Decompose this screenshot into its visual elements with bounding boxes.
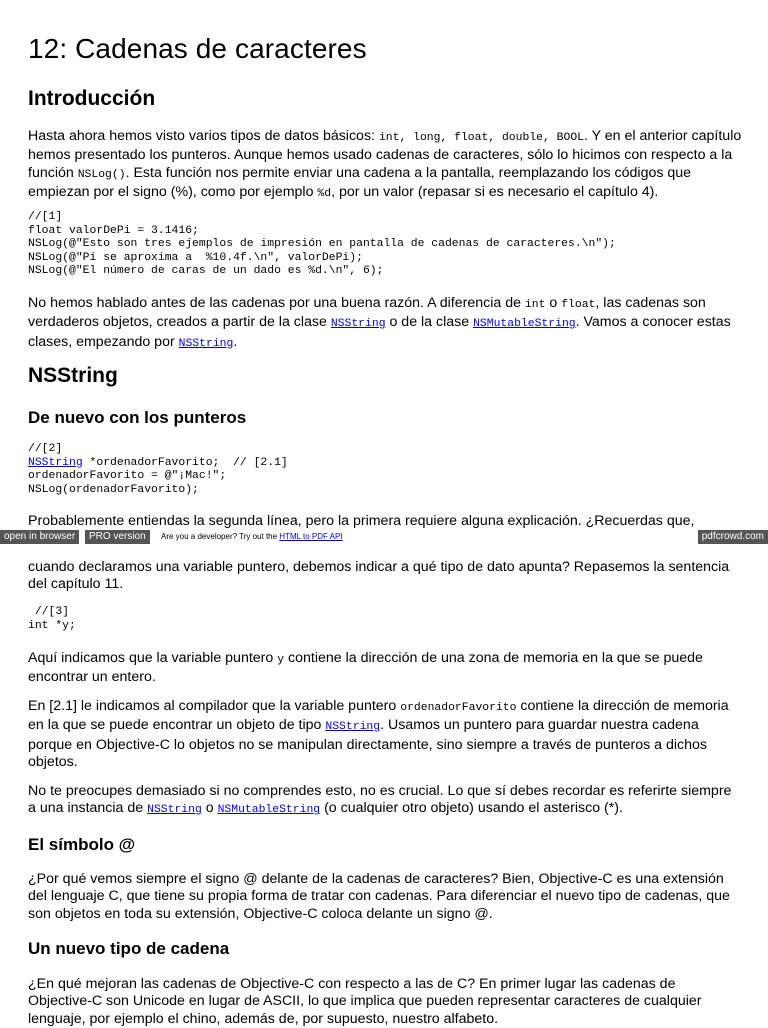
section-heading-introduccion: Introducción: [28, 87, 156, 110]
nsmutablestring-link[interactable]: NSMutableString: [217, 804, 321, 817]
code-block-1: //[1] float valorDePi = 3.1416; NSLog(@"Esto son tres ejemplos de impresión en pantalla de cadenas de caracteres.\n"); NSLog(@"Pi se aproxima a %10.4f.\n", valorDePi); NSLog(@"El número de caras de un dado es %d.\n", 6);: [28, 211, 616, 277]
pdfcrowd-brand-link[interactable]: pdfcrowd.com: [698, 530, 768, 544]
nsmutablestring-link[interactable]: NSMutableString: [473, 318, 576, 331]
section-heading-nsstring: NSString: [28, 364, 118, 387]
open-in-browser-button[interactable]: open in browser: [0, 530, 79, 544]
paragraph-declaramos: cuando declaramos una variable puntero, debemos indicar a qué tipo de dato apunta? Repasemos la sentencia del capítulo 11.: [28, 559, 730, 593]
paragraph-intro: Hasta ahora hemos visto varios tipos de datos básicos: int, long, float, double, BOOL. Y en el anterior capítulo hemos presentado los punteros. Aunque hemos usado cadenas de caracteres, sólo lo hicimos con respecto a la función NSLog(). Esta función nos permite enviar una cadena a la pantalla, reemplazando los códigos que empiezan por el signo (%), como por ejemplo %d, por un valor (repasar si es necesario el capítulo 4).: [28, 128, 742, 201]
paragraph-variable-puntero: Aquí indicamos que la variable puntero y contiene la dirección de una zona de memoria en la que se puede encontrar un entero.: [28, 650, 703, 686]
pdf-toolbar: [0, 530, 768, 544]
code-block-2: //[2] NSString *ordenadorFavorito; // [2.1] ordenadorFavorito = @"¡Mac!"; NSLog(ordenadorFavorito);: [28, 443, 288, 496]
developer-note: Are you a developer? Try out the HTML to PDF API: [161, 532, 343, 541]
pro-version-button[interactable]: PRO version: [85, 530, 150, 544]
nsstring-link[interactable]: NSString: [28, 456, 83, 469]
paragraph-compilador: En [2.1] le indicamos al compilador que la variable puntero ordenadorFavorito contiene la dirección de memoria en la que se puede encontrar un objeto de tipo NSString. Usamos un puntero para guardar nuestra cadena porque en Objective-C lo objetos no se manipulan directamente, sino siempre a través de punteros a dichos objetos.: [28, 698, 729, 771]
paragraph-cadenas-objetos: No hemos hablado antes de las cadenas por una buena razón. A diferencia de int o float, las cadenas son verdaderos objetos, creados a partir de la clase NSString o de la clase NSMutableString. Vamos a conocer estas clases, empezando por NSString.: [28, 295, 731, 350]
nsstring-link[interactable]: NSString: [325, 721, 381, 734]
paragraph-signo-arroba: ¿Por qué vemos siempre el signo @ delante de la cadenas de caracteres? Bien, Objective-C es una extensión del lenguaje C, que tiene su propia forma de tratar con cadenas. Para diferenciar el nuevo tipo de cadenas, que son objetos en toda su extensión, Objective-C coloca delante un signo @.: [28, 871, 730, 922]
paragraph-no-te-preocupes: No te preocupes demasiado si no comprendes esto, no es crucial. Lo que sí debes recordar es referirte siempre a una instancia de NSString o NSMutableString (o cualquier otro objeto) usando el asterisco (*).: [28, 783, 732, 817]
html-to-pdf-api-link[interactable]: HTML to PDF API: [279, 532, 343, 541]
nsstring-link[interactable]: NSString: [147, 804, 202, 817]
code-block-3: //[3] int *y;: [28, 606, 76, 632]
subheading-simbolo-arroba: El símbolo @: [28, 835, 136, 854]
nsstring-link[interactable]: NSString: [330, 318, 386, 331]
subheading-nuevo-tipo-cadena: Un nuevo tipo de cadena: [28, 939, 230, 958]
paragraph-unicode: ¿En qué mejoran las cadenas de Objective-C con respecto a las de C? En primer lugar las cadenas de Objective-C son Unicode en lugar de ASCII, lo que implica que pueden representar caracteres de cualquier lenguaje, por ejemplo el chino, además de, por supuesto, nuestro alfabeto.: [28, 976, 702, 1027]
subheading-punteros: De nuevo con los punteros: [28, 408, 247, 427]
page-title: 12: Cadenas de caracteres: [28, 33, 367, 64]
nsstring-link[interactable]: NSString: [178, 337, 234, 350]
paragraph-segunda-linea: Probablemente entiendas la segunda línea, pero la primera requiere alguna explicación. ¿Recuerdas que,: [28, 513, 695, 529]
